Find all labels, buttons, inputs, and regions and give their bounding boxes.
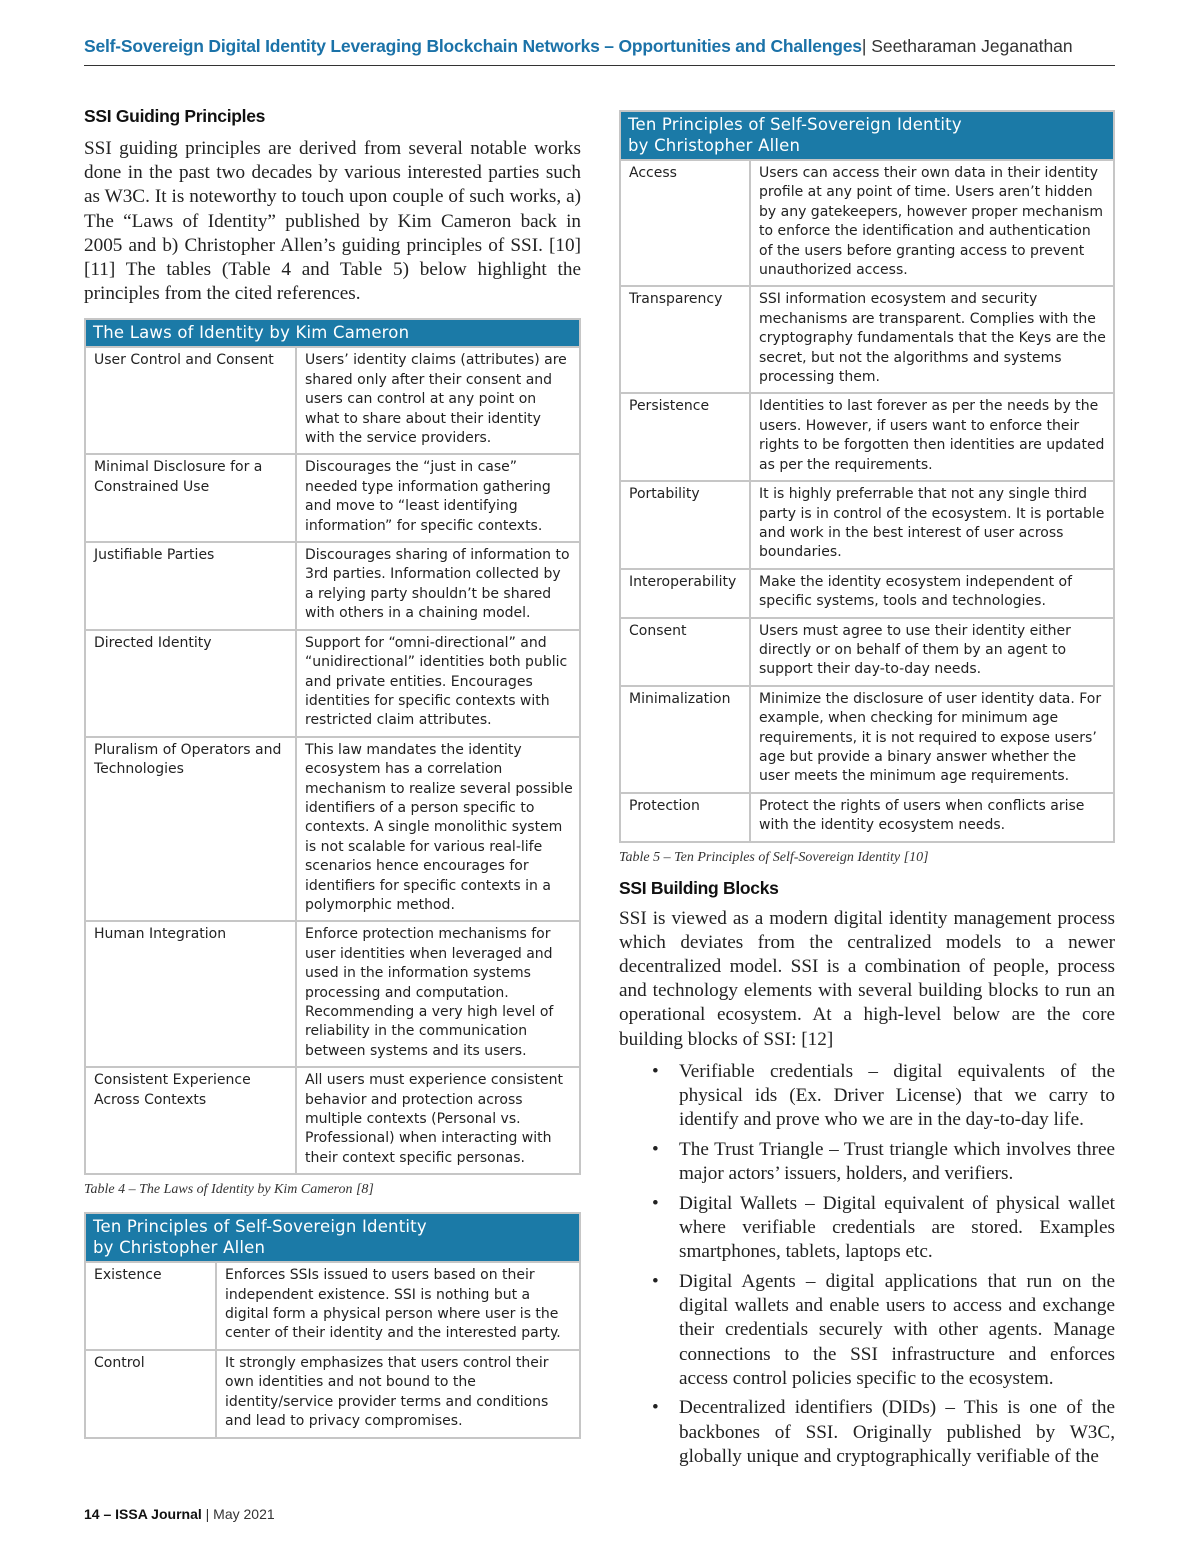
list-item-text: Digital Agents – digital applications that run on the digital wallets and enable users to access and exchange their credentials securely with other agents. Manage connections to the SSI infrastructure and enforces access control policies specific to the ecosystem. <box>679 1270 1115 1389</box>
row-name: Human Integration <box>86 922 297 1068</box>
table-row <box>621 161 1113 287</box>
row-description: Support for “omni-directional” and “unidirectional” identities both public and private entities. Encourages identities for specific contexts with restricted claim attributes. <box>297 631 579 738</box>
bullet-icon: • <box>652 1270 659 1292</box>
row-name: Existence <box>86 1263 217 1351</box>
footer-date: May 2021 <box>213 1506 275 1522</box>
row-name: Portability <box>621 482 751 570</box>
table-row <box>86 1263 579 1351</box>
header-title: Self-Sovereign Digital Identity Leveraging Blockchain Networks – Opportunities and Challenges <box>84 36 862 56</box>
list-item-text: Verifiable credentials – digital equivalents of the physical ids (Ex. Driver License) that we carry to identify and prove who we are in the day-to-day life. <box>679 1060 1115 1131</box>
row-description: It strongly emphasizes that users control their own identities and not bound to the identity/service provider terms and conditions and lead to privacy compromises. <box>225 1354 549 1430</box>
table-row <box>86 1068 579 1173</box>
building-paragraph: SSI is viewed as a modern digital identity management process which deviates from the centralized models to a newer decentralized model. SSI is a combination of people, process and technology elements with several building blocks to run an operational ecosystem. At a high-level below are the core building blocks of SSI: [12] <box>619 907 1115 1050</box>
bullet-icon: • <box>652 1138 659 1160</box>
row-description: Enforce protection mechanisms for user identities when leveraged and used in the information systems processing and computation. Recommending a very high level of reliability in the communication between systems and its users. <box>297 922 579 1068</box>
row-description: Identities to last forever as per the needs by the users. However, if users want to enforce their rights to be forgotten then identities are updated as per the requirements. <box>751 394 1113 482</box>
row-description: This law mandates the identity ecosystem has a correlation mechanism to realize several possible identifiers of a person specific to contexts. A single monolithic system is not scalable for various real-life scenarios hence encourages for identifiers for specific contexts in a polymorphic method. <box>297 738 579 923</box>
table-row <box>86 631 579 738</box>
header-separator: | <box>861 36 867 56</box>
table-title-line2: by Christopher Allen <box>628 136 801 155</box>
list-item-text: The Trust Triangle – Trust triangle which involves three major actors’ issuers, holders, and verifiers. <box>679 1138 1115 1185</box>
row-description: SSI information ecosystem and security mechanisms are transparent. Complies with the cryptography fundamentals that the Keys are the secret, but not the algorithms and systems processing them. <box>751 287 1113 394</box>
table-title <box>86 1214 579 1263</box>
list-item <box>619 1192 1115 1265</box>
row-description: Protect the rights of users when conflicts arise with the identity ecosystem needs. <box>759 797 1085 834</box>
section-heading-guiding-principles: SSI Guiding Principles <box>84 106 266 126</box>
list-item <box>619 1138 1115 1186</box>
row-description: Users’ identity claims (attributes) are shared only after their consent and users can control at any point on what to share about their identity with the service providers. <box>297 348 579 455</box>
list-item-text: Digital Wallets – Digital equivalent of physical wallet where verifiable credentials are stored. Examples smartphones, tablets, laptops etc. <box>679 1192 1115 1263</box>
row-description: Discourages sharing of information to 3rd parties. Information collected by a relying party shouldn’t be shared with others in a chaining model. <box>297 543 579 631</box>
row-name: Minimal Disclosure for a Constrained Use <box>86 455 297 543</box>
table4-caption: Table 4 – The Laws of Identity by Kim Cameron [8] <box>84 1182 374 1198</box>
table-row <box>621 287 1113 394</box>
table-row <box>86 455 579 543</box>
row-description: Minimize the disclosure of user identity data. For example, when checking for minimum age requirements, it is not required to expose users’ age but provide a binary answer whether the user meets the minimum age requirements. <box>751 687 1113 794</box>
footer-separator: | <box>201 1506 214 1522</box>
header-author: Seetharaman Jeganathan <box>866 36 1073 56</box>
bullet-icon: • <box>652 1397 659 1419</box>
row-description: Make the identity ecosystem independent of specific systems, tools and technologies. <box>751 570 1113 619</box>
table-ten-principles-part2 <box>619 110 1115 843</box>
row-name: User Control and Consent <box>86 348 297 455</box>
row-name: Directed Identity <box>86 631 297 738</box>
building-blocks-list <box>619 1060 1115 1469</box>
guiding-paragraph: SSI guiding principles are derived from several notable works done in the past two decades by various interested parties such as W3C. It is noteworthy to touch upon couple of such works, a) The “Laws of Identity” published by Kim Cameron back in 2005 and b) Christopher Allen’s guiding principles of SSI. [10][11] The tables (Table 4 and Table 5) below highlight the principles from the cited references. <box>84 138 581 305</box>
row-name: Consent <box>621 619 751 687</box>
table-laws-of-identity <box>84 318 581 1175</box>
row-description: Discourages the “just in case” needed type information gathering and move to “least identifying information” for specific contexts. <box>297 455 579 543</box>
table-row <box>86 738 579 923</box>
table-row <box>86 1351 579 1437</box>
table-title-line1: Ten Principles of Self-Sovereign Identity <box>628 115 962 134</box>
footer-page-label: 14 – ISSA Journal <box>84 1506 202 1522</box>
row-name: Interoperability <box>621 570 751 619</box>
table-title: The Laws of Identity by Kim Cameron <box>86 320 579 348</box>
left-column <box>84 106 581 1439</box>
row-name: Minimalization <box>621 687 751 794</box>
running-header <box>84 36 1115 66</box>
row-name: Pluralism of Operators and Technologies <box>86 738 297 923</box>
row-description: All users must experience consistent behavior and protection across multiple contexts (Personal vs. Professional) when interacting with their context specific personas. <box>305 1072 563 1166</box>
table-row <box>86 348 579 455</box>
table-ten-principles-part1 <box>84 1212 581 1438</box>
row-description: It is highly preferrable that not any single third party is in control of the ecosystem. It is portable and work in the best interest of user across boundaries. <box>751 482 1113 570</box>
table-row <box>621 394 1113 482</box>
table-row <box>86 922 579 1068</box>
table-title-line1: Ten Principles of Self-Sovereign Identity <box>93 1217 427 1237</box>
list-item <box>619 1396 1115 1469</box>
table-row <box>621 619 1113 687</box>
page-footer <box>84 1506 275 1522</box>
row-name: Justifiable Parties <box>86 543 297 631</box>
list-item-text: Decentralized identifiers (DIDs) – This is one of the backbones of SSI. Originally published by W3C, globally unique and cryptographically verifiable of the <box>679 1397 1115 1467</box>
row-name: Persistence <box>621 394 751 482</box>
row-name: Access <box>621 161 751 287</box>
row-description: Users can access their own data in their identity profile at any point of time. Users aren’t hidden by any gatekeepers, however proper mechanism to enforce the identification and authentication of the users before granting access to prevent unauthorized access. <box>751 161 1113 287</box>
table-title-line2: by Christopher Allen <box>93 1238 266 1258</box>
table5-caption: Table 5 – Ten Principles of Self-Sovereign Identity [10] <box>619 849 929 865</box>
row-name: Consistent Experience Across Contexts <box>86 1068 297 1173</box>
right-column <box>619 110 1115 1475</box>
bullet-icon: • <box>652 1192 659 1214</box>
table-row <box>86 543 579 631</box>
row-name: Transparency <box>621 287 751 394</box>
table-row <box>621 570 1113 619</box>
table-row <box>621 794 1113 841</box>
list-item <box>619 1270 1115 1391</box>
section-heading-building-blocks: SSI Building Blocks <box>619 877 779 898</box>
bullet-icon: • <box>652 1060 659 1082</box>
row-name: Protection <box>621 794 751 841</box>
table-row <box>621 687 1113 794</box>
table-title <box>621 112 1113 161</box>
row-description: Users must agree to use their identity either directly or on behalf of them by an agent to support their day-to-day needs. <box>751 619 1113 687</box>
list-item <box>619 1060 1115 1133</box>
row-description: Enforces SSIs issued to users based on their independent existence. SSI is nothing but a digital form a physical person where user is the center of their identity and the interested party. <box>217 1263 579 1351</box>
row-name: Control <box>86 1351 217 1437</box>
table-row <box>621 482 1113 570</box>
